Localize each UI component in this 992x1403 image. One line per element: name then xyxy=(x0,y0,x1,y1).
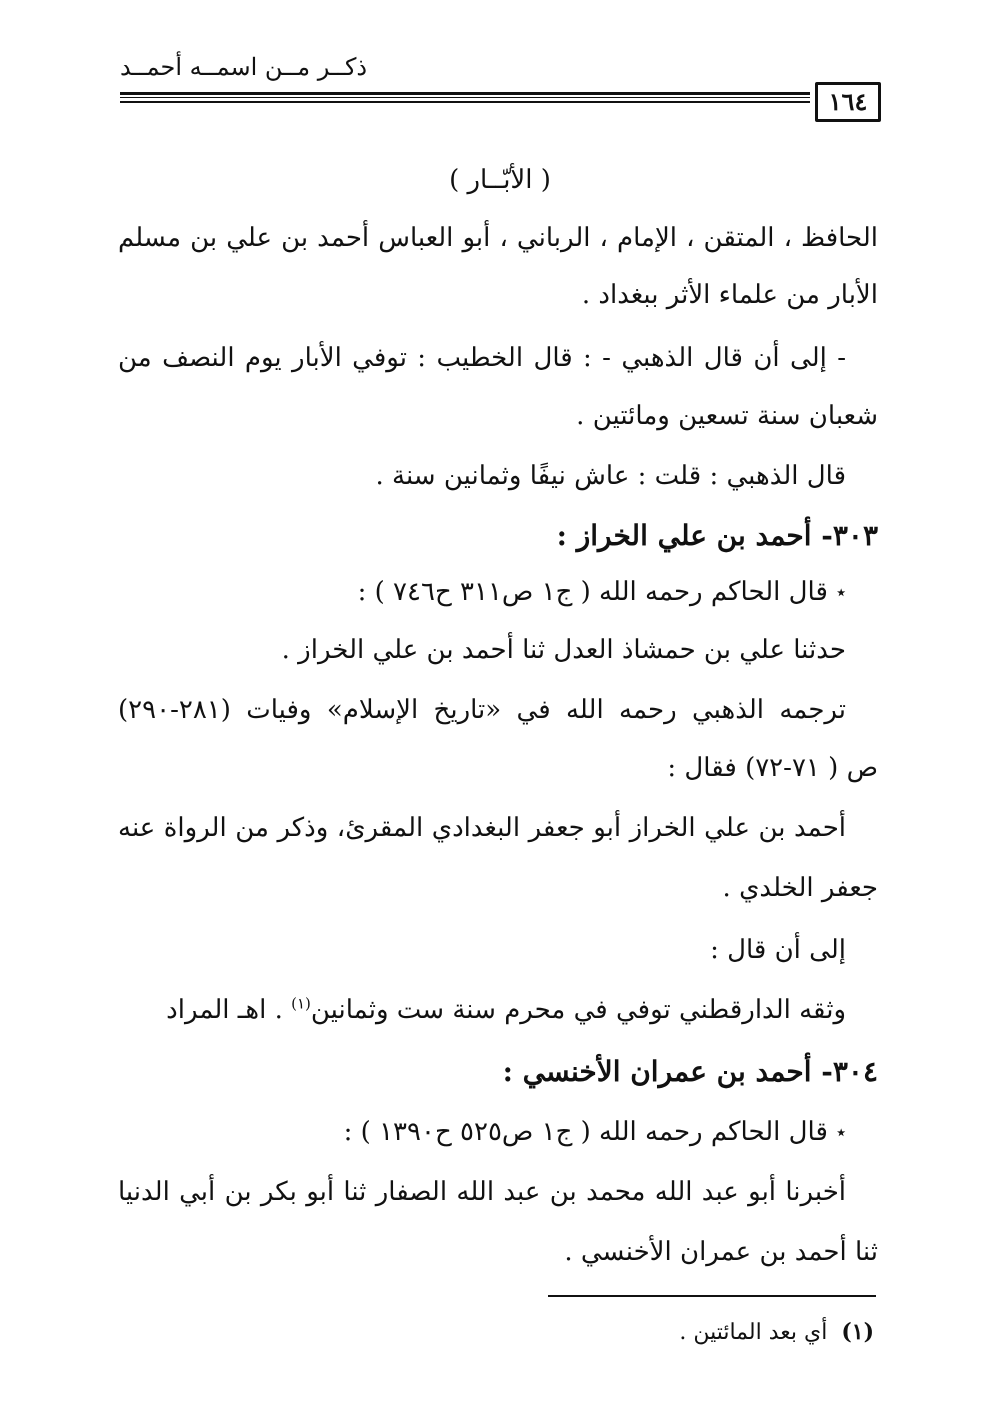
footnote-text: أي بعد المائتين . xyxy=(679,1320,828,1345)
paragraph-line: - إلى أن قال الذهبي - : قال الخطيب : توفي الأبار يوم النصف من xyxy=(118,343,846,373)
paragraph-line: الحافظ ، المتقن ، الإمام ، الرباني ، أبو العباس أحمد بن علي بن مسلم xyxy=(118,223,878,253)
paragraph-line: أخبرنا أبو عبد الله محمد بن عبد الله الصفار ثنا أبو بكر بن أبي الدنيا xyxy=(118,1177,846,1207)
paragraph-line: ترجمه الذهبي رحمه الله في «تاريخ الإسلام» وفيات (٢٨١-٢٩٠) xyxy=(118,695,846,725)
paragraph-line: ص ( ٧١-٧٢) فقال : xyxy=(667,753,878,783)
footnote xyxy=(679,1316,874,1349)
source-text: قال الحاكم رحمه الله ( ج١ ص٣١١ ح٧٤٦ ) : xyxy=(357,577,828,607)
entry-title-abbar: ( الأبّــار ) xyxy=(449,165,551,195)
isnad-303: حدثنا علي بن حمشاذ العدل ثنا أحمد بن علي الخراز . xyxy=(281,635,846,665)
footnote-separator xyxy=(548,1295,876,1297)
paragraph-line: أحمد بن علي الخراز أبو جعفر البغدادي المقرئ، وذكر من الرواة عنه xyxy=(118,813,846,843)
paragraph-line: الأبار من علماء الأثر ببغداد . xyxy=(581,280,878,310)
tawthiq-ending: . اهـ المراد xyxy=(166,995,292,1025)
page-number: ١٦٤ xyxy=(815,82,881,122)
entry-heading-304: ٣٠٤- أحمد بن عمران الأخنسي : xyxy=(502,1055,878,1088)
source-citation-303 xyxy=(358,572,846,613)
paragraph-line: ثنا أحمد بن عمران الأخنسي . xyxy=(564,1237,878,1267)
source-text: قال الحاكم رحمه الله ( ج١ ص٥٢٥ ح١٣٩٠ ) : xyxy=(343,1117,828,1147)
tawthiq-text: وثقه الدارقطني توفي في محرم سنة ست وثمانين xyxy=(310,995,846,1025)
asterisk-icon: ٭ xyxy=(836,582,846,603)
asterisk-icon: ٭ xyxy=(836,1122,846,1143)
footnote-reference: (١) xyxy=(291,994,311,1013)
tawthiq-line xyxy=(166,990,846,1030)
source-citation-304 xyxy=(344,1112,846,1153)
paragraph-line: جعفر الخلدي . xyxy=(722,873,878,903)
paragraph-line: قال الذهبي : قلت : عاش نيفًا وثمانين سنة . xyxy=(375,461,846,491)
paragraph-line: إلى أن قال : xyxy=(710,935,846,965)
header-rule xyxy=(120,92,810,103)
paragraph-line: شعبان سنة تسعين ومائتين . xyxy=(576,401,878,431)
footnote-marker: (١) xyxy=(841,1319,874,1345)
entry-heading-303: ٣٠٣- أحمد بن علي الخراز : xyxy=(556,519,878,552)
running-header: ذكــر مــن اسمــه أحمــد xyxy=(120,53,368,81)
